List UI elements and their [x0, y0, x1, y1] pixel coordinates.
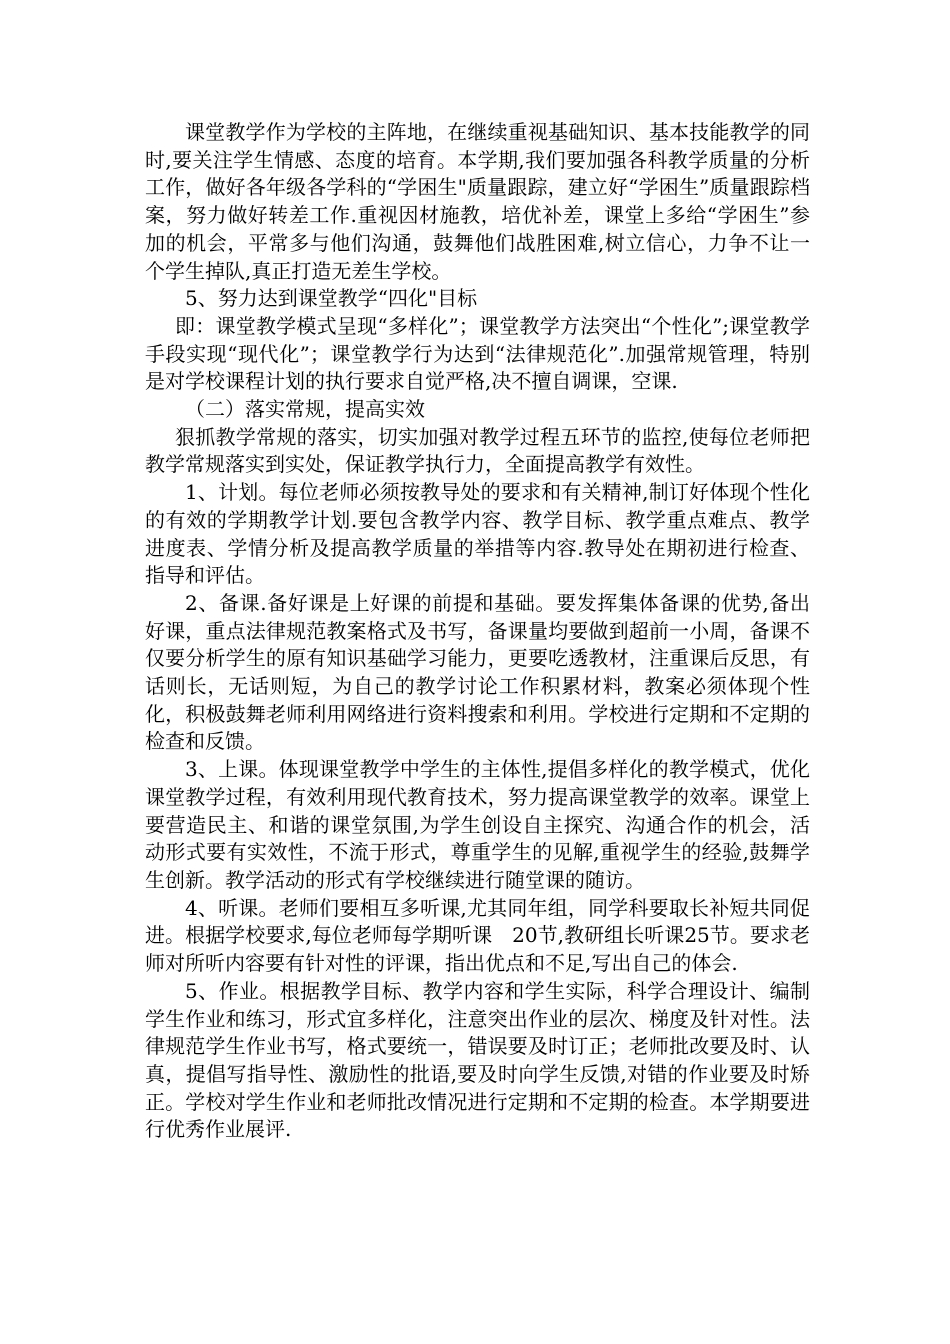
- paragraph-class: 3、上课。体现课堂教学中学生的主体性,提倡多样化的教学模式，优化课堂教学过程，有效利用现代教育技术，努力提高课堂教学的效率。课堂上要营造民主、和谐的课堂氛围,为学生创设自主探究、沟通合作的机会，活动形式要有实效性，不流于形式，尊重学生的见解,重视学生的经验,鼓舞学生创新。教学活动的形式有学校继续进行随堂课的随访。: [145, 757, 810, 892]
- paragraph-routine-monitoring: 狠抓教学常规的落实，切实加强对教学过程五环节的监控,使每位老师把教学常规落实到实处，保证教学执行力，全面提高教学有效性。: [145, 424, 810, 477]
- heading-implement-routines: （二）落实常规，提高实效: [185, 397, 425, 422]
- paragraph-lesson-preparation: 2、备课.备好课是上好课的前提和基础。要发挥集体备课的优势,备出好课，重点法律规范教案格式及书写，备课量均要做到超前一小周，备课不仅要分析学生的原有知识基础学习能力，更要吃透教材，注重课后反思，有话则长，无话则短，为自己的教学讨论工作积累材料，教案必须体现个性化，积极鼓舞老师利用网络进行资料搜索和利用。学校进行定期和不定期的检查和反馈。: [145, 590, 810, 754]
- paragraph-four-goals-detail: 即：课堂教学模式呈现“多样化”；课堂教学方法突出“个性化”;课堂教学手段实现“现代化”；课堂教学行为达到“法律规范化”.加强常规管理，特别是对学校课程计划的执行要求自觉严格,决不擅自调课，空课.: [145, 313, 810, 394]
- heading-four-goals: 5、努力达到课堂教学“四化"目标: [185, 286, 478, 311]
- paragraph-homework: 5、作业。根据教学目标、教学内容和学生实际，科学合理设计、编制学生作业和练习，形式宜多样化，注意突出作业的层次、梯度及针对性。法律规范学生作业书写，格式要统一，错误要及时订正；老师批改要及时、认真，提倡写指导性、激励性的批语,要及时向学生反馈,对错的作业要及时矫正。学校对学生作业和老师批改情况进行定期和不定期的检查。本学期要进行优秀作业展评.: [145, 978, 810, 1142]
- paragraph-plan: 1、计划。每位老师必须按教导处的要求和有关精神,制订好体现个性化的有效的学期教学计划.要包含教学内容、教学目标、教学重点难点、教学进度表、学情分析及提高教学质量的举措等内容.教导处在期初进行检查、指导和评估。: [145, 480, 810, 588]
- paragraph-lesson-observation: 4、听课。老师们要相互多听课,尤其同年组，同学科要取长补短共同促进。根据学校要求,每位老师每学期听课 20节,教研组长听课25节。要求老师对所听内容要有针对性的评课，指出优点和不足,写出自己的体会.: [145, 895, 810, 976]
- document-page: [145, 119, 810, 1144]
- paragraph-classroom-teaching: 课堂教学作为学校的主阵地，在继续重视基础知识、基本技能教学的同时,要关注学生情感、态度的培育。本学期,我们要加强各科教学质量的分析工作，做好各年级各学科的“学困生"质量跟踪，建立好“学困生”质量跟踪档案，努力做好转差工作.重视因材施教，培优补差，课堂上多给“学困生”参加的机会，平常多与他们沟通，鼓舞他们战胜困难,树立信心，力争不让一个学生掉队,真正打造无差生学校。: [145, 120, 810, 283]
